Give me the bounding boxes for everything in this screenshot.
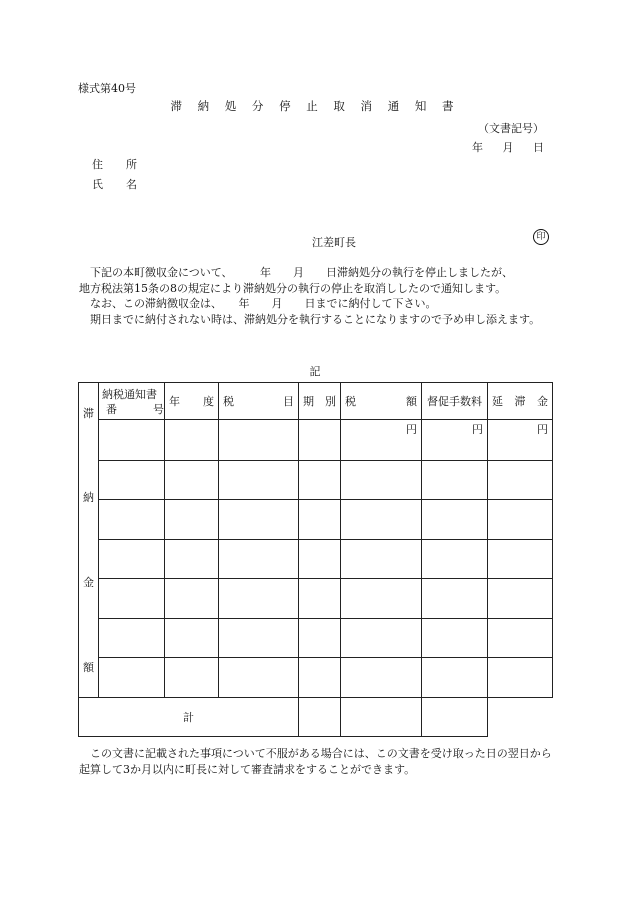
name-label-2: 名 bbox=[126, 178, 137, 191]
total-row bbox=[79, 697, 553, 736]
form-number: 様式第40号 bbox=[78, 82, 136, 95]
header-tax-amount: 税 額 bbox=[341, 383, 422, 420]
yen-unit: 円 bbox=[422, 420, 488, 461]
address-row bbox=[92, 156, 137, 172]
header-dunning-fee: 督促手数料 bbox=[422, 383, 488, 420]
header-fiscal-year: 年 度 bbox=[165, 383, 219, 420]
notice-body bbox=[79, 265, 549, 327]
appeal-note: この文書に記載された事項について不服がある場合には、この文書を受け取った日の翌日から起算して3か月以内に町長に対して審査請求をすることができます。 bbox=[79, 747, 552, 776]
table-row bbox=[79, 420, 553, 461]
table-row bbox=[79, 658, 553, 698]
header-tax-item: 税 目 bbox=[219, 383, 299, 420]
side-label-char: 滞 bbox=[83, 406, 94, 420]
table-row bbox=[79, 539, 553, 579]
arrears-table bbox=[78, 382, 553, 737]
body-paragraph: なお、この滞納徴収金は、 年 月 日までに納付して下さい。 bbox=[79, 297, 437, 310]
header-period: 期 別 bbox=[299, 383, 341, 420]
body-paragraph: 下記の本町徴収金について、 年 月 日滞納処分の執行を停止しましたが、 bbox=[79, 266, 514, 279]
date-line: 年 月 日 bbox=[472, 141, 544, 154]
yen-unit: 円 bbox=[488, 420, 553, 461]
side-label-char: 金 bbox=[83, 576, 94, 590]
document-symbol: （文書記号） bbox=[478, 122, 544, 135]
header-late-fee: 延 滞 金 bbox=[488, 383, 553, 420]
total-label: 計 bbox=[79, 697, 299, 736]
side-label-char: 納 bbox=[83, 491, 94, 505]
ki-heading: 記 bbox=[309, 365, 321, 378]
yen-unit: 円 bbox=[341, 420, 422, 461]
name-label-1: 氏 bbox=[92, 178, 103, 191]
issuer-name: 江差町長 bbox=[312, 236, 356, 249]
seal-mark: 印 bbox=[533, 229, 549, 245]
body-paragraph: 地方税法第15条の8の規定により滞納処分の執行の停止を取消ししたので通知します。 bbox=[79, 281, 507, 295]
body-paragraph: 期日までに納付されない時は、滞納処分を執行することになりますので予め申し添えます。 bbox=[79, 312, 541, 326]
table-row bbox=[79, 500, 553, 540]
table-header-row bbox=[79, 383, 553, 420]
address-label-2: 所 bbox=[126, 158, 137, 171]
side-label-cell bbox=[79, 383, 99, 698]
table-row bbox=[79, 460, 553, 500]
document-title: 滞 納 処 分 停 止 取 消 通 知 書 bbox=[170, 99, 460, 113]
name-row bbox=[92, 176, 137, 192]
header-notice-number: 納税通知書 番 号 bbox=[99, 383, 165, 420]
table-row bbox=[79, 618, 553, 658]
table-row bbox=[79, 579, 553, 619]
address-label-1: 住 bbox=[92, 158, 103, 171]
side-label-char: 額 bbox=[83, 660, 94, 674]
